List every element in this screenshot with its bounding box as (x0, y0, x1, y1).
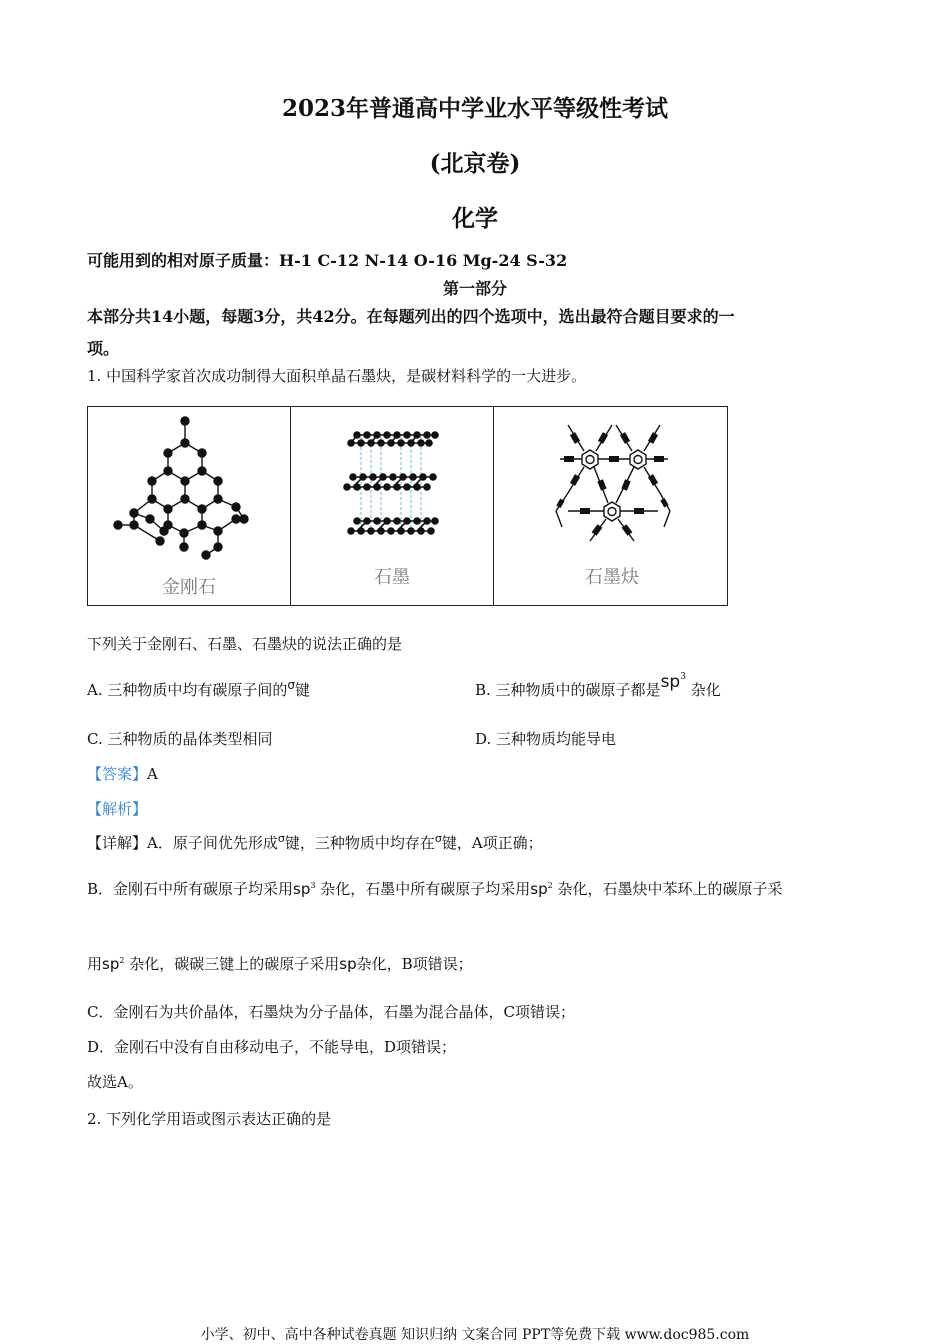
conclusion: 故选A。 (87, 1073, 143, 1091)
option-c: C. 三种物质的晶体类型相同 (87, 730, 273, 748)
diamond-label: 金刚石 (162, 577, 216, 598)
detail-d: D．金刚石中没有自由移动电子，不能导电，D项错误； (87, 1038, 457, 1056)
q2-stem: 2. 下列化学用语或图示表达正确的是 (87, 1110, 332, 1128)
carbon-structures-figure (87, 406, 728, 606)
answer: 【答案】A (87, 765, 158, 783)
graphite-cell (290, 407, 493, 605)
diamond-structure-image (88, 407, 290, 567)
diamond-cell (88, 407, 290, 605)
page-footer: 小学、初中、高中各种试卷真题 知识归纳 文案合同 PPT等免费下载 www.doc985.com (200, 1327, 750, 1343)
graphdiyne-structure-image (494, 407, 730, 557)
detail-a: 【详解】A．原子间优先形成$^\sigma$键，三种物质中均存在$^\sigma$键，A项正确； (87, 832, 543, 852)
analysis-label: 【解析】 (87, 800, 148, 818)
exam-subtitle: (北京卷) (429, 150, 521, 177)
q1-question: 下列关于金刚石、石墨、石墨炔的说法正确的是 (87, 635, 403, 653)
graphite-structure-image (291, 407, 494, 557)
option-b: B. 三种物质中的碳原子都是$sp^3$ 杂化 (475, 672, 721, 699)
exam-title: 2023年普通高中学业水平等级性考试 (281, 95, 668, 122)
detail-c: C．金刚石为共价晶体，石墨炔为分子晶体，石墨为混合晶体，C项错误； (87, 1003, 575, 1021)
detail-b-line2: 用$sp^2$ 杂化，碳碳三键上的碳原子采用sp杂化，B项错误； (87, 955, 473, 973)
subject-title: 化学 (452, 205, 498, 232)
instructions-line1: 本部分共14小题，每题3分，共42分。在每题列出的四个选项中，选出最符合题目要求的一 (87, 307, 735, 326)
option-d: D. 三种物质均能导电 (475, 730, 617, 748)
atomic-masses: 可能用到的相对原子质量：H-1 C-12 N-14 O-16 Mg-24 S-32 (87, 251, 568, 270)
instructions-line2: 项。 (87, 339, 120, 358)
q1-stem: 1. 中国科学家首次成功制得大面积单晶石墨炔，是碳材料科学的一大进步。 (87, 367, 587, 385)
detail-b-line1: B．金刚石中所有碳原子均采用$sp^3$ 杂化，石墨中所有碳原子均采用$sp^2$ 杂化，石墨炔中苯环上的碳原子采 (87, 880, 783, 898)
graphdiyne-label: 石墨炔 (585, 567, 639, 588)
graphite-label: 石墨 (374, 567, 410, 588)
graphdiyne-cell (493, 407, 730, 605)
option-a: A. 三种物质中均有碳原子间的$^\sigma$键 (87, 678, 310, 699)
part-title: 第一部分 (442, 279, 507, 298)
